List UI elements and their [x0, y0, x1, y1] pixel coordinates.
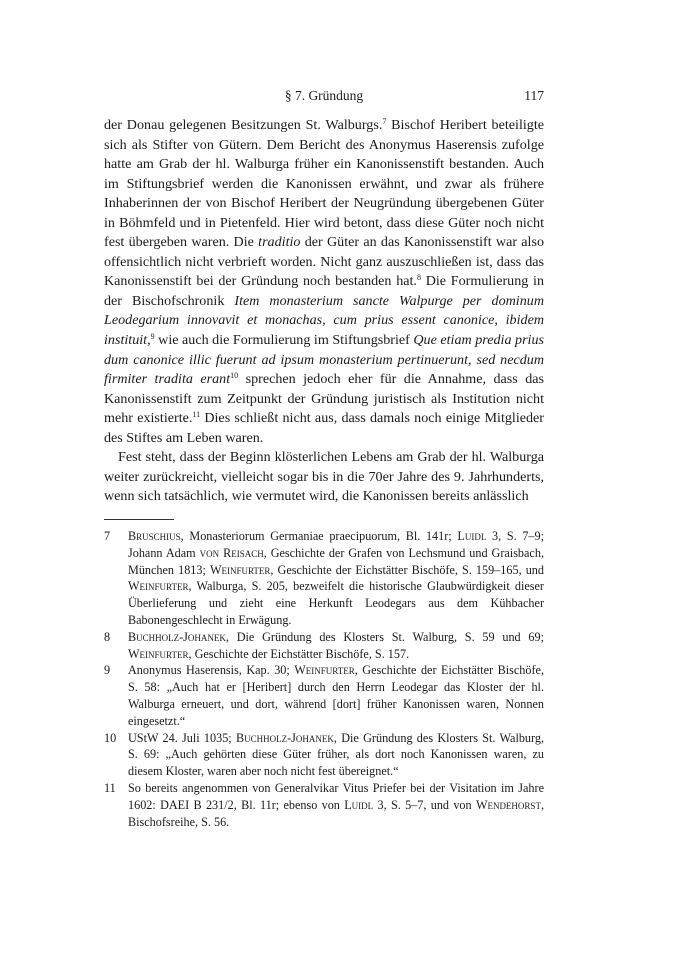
running-head-title: § 7. Gründung [284, 88, 364, 103]
footnote-text [128, 780, 544, 830]
text-run: der Güter an das Kanonissenstift war also offensichtlich nicht verbrieft worden. Nicht ganz auszuschließen ist, dass das Kanonissenstift bei der Gründung noch bestanden hat. [104, 234, 544, 290]
footnote-ref-11: 11 [192, 410, 201, 420]
footnote-text [128, 629, 544, 663]
text-run: , Geschichte der Eichstätter Bischöfe, S. 159–165, und [270, 562, 544, 577]
text-run: , Geschichte der Eichstätter Bischöfe, S. 157. [188, 646, 410, 661]
footnote-number: 11 [104, 780, 116, 795]
footnote-number: 8 [104, 629, 111, 644]
text-run: wie auch die Formulierung im Stiftungsbrief [154, 332, 414, 349]
footnote-7 [104, 528, 544, 629]
footnotes [104, 528, 544, 830]
author-name: Luidl [457, 529, 487, 543]
text-run: , Bischofsreihe, S. 56. [128, 797, 544, 829]
footnote-10 [104, 730, 544, 780]
text-run: sprechen jedoch eher für die Annahme, dass das Kanonissenstift zum Zeitpunkt der Gründung juristisch als Institution nicht mehr existierte. [104, 371, 544, 427]
author-name: Weinfurter [294, 663, 355, 678]
text-run: , Geschichte der Grafen von Lechsmund und Graisbach, München 1813; [128, 545, 544, 577]
latin-quote-chronicle: Item monasterium sancte Walpurge per dominum Leodegarium innovavit et monachas, cum prius essent canonice, ibidem instituit, [104, 292, 544, 349]
text-run: , Monasteriorum Germaniae praecipuorum, Bl. 141r; [180, 529, 458, 543]
text-run: 3, S. 7–9; Johann Adam [128, 529, 544, 560]
author-name: Wendehorst [475, 797, 541, 812]
main-text [104, 116, 544, 507]
footnote-11 [104, 780, 544, 830]
page-number: 117 [524, 88, 544, 103]
footnote-rule [104, 519, 174, 520]
author-name: Weinfurter [128, 579, 189, 594]
text-run: 3, S. 5–7, und von [373, 797, 476, 812]
text-run: Dies schließt nicht aus, dass damals noch einige Mitglieder des Stiftes am Leben waren. [104, 410, 544, 446]
text-run: Bischof Heribert beteiligte sich als Stifter von Gütern. Dem Bericht des Anonymus Haserensis zufolge hatte am Grab der hl. Walburga früher ein Kanonissenstift bestanden. Auch im Stiftungsbrief werden die Kanonissen erwähnt, und zwar als frühere Inhaberinnen der von Bischof Heribert der Neugründung übergebenen Güter in Böhmfeld und in Pietenfeld. Hier wird betont, dass diese Güter noch nicht fest übergeben waren. Die [104, 117, 544, 251]
author-name: Luidl [344, 797, 374, 812]
italic-term: traditio [258, 234, 301, 251]
author-name: Buchholz-Johanek [128, 629, 226, 644]
footnote-number: 9 [104, 663, 111, 678]
footnote-8 [104, 629, 544, 663]
footnote-ref-9: 9 [150, 332, 155, 342]
text-run: So bereits angenommen von Generalvikar Vitus Priefer bei der Visitation im Jahre 1602: DAEI B 231/2, Bl. 11r; ebenso von [128, 780, 544, 812]
text-run: Die Formulierung in der Bischofschronik [104, 273, 544, 309]
footnote-ref-8: 8 [416, 273, 421, 283]
paragraph-1 [104, 116, 544, 448]
latin-quote-charter: Que etiam predia prius dum canonice illic fuerunt ad ipsum monasterium pertinuerunt, sed necdum firmiter tradita erant [104, 332, 544, 388]
paragraph-2: Fest steht, dass der Beginn klösterlichen Lebens am Grab der hl. Walburga weiter zurückreicht, vielleicht sogar bis in die 70er Jahre des 9. Jahrhunderts, wenn sich tatsächlich, wie vermutet wird, die Kanonissen bereits anlässlich [104, 449, 544, 505]
text-run: der Donau gelegenen Besitzungen St. Walburgs. [104, 117, 383, 133]
footnote-ref-10: 10 [230, 371, 239, 381]
text-run: , Die Gründung des Klosters St. Walburg, S. 59 und 69; [225, 629, 544, 644]
text-run: , Die Gründung des Klosters St. Walburg, S. 69: „Auch gehörten diese Güter früher, als dort noch Kanonissen waren, zu diesem Kloster, waren aber noch nicht fest übereignet.“ [128, 730, 544, 779]
author-name: Weinfurter [128, 646, 189, 661]
text-run: , Geschichte der Eichstätter Bischöfe, S. 58: „Auch hat er [Heribert] durch den Herrn Leodegar das Kloster der hl. Walburga erneuert, und dort, während [dort] früher Kanonissen waren, Nonnen eingesetzt.“ [128, 663, 544, 728]
author-name: Bruschius [128, 529, 181, 543]
running-header [104, 88, 544, 106]
footnote-number: 10 [104, 730, 117, 745]
text-run: UStW 24. Juli 1035; [128, 730, 236, 745]
footnote-ref-7: 7 [382, 117, 387, 126]
author-name: von Reisach [199, 545, 264, 560]
footnote-text [128, 528, 544, 629]
author-name: Buchholz-Johanek [235, 730, 334, 745]
text-run: Anonymus Haserensis, Kap. 30; [128, 663, 295, 678]
footnote-text [128, 730, 544, 780]
footnote-text [128, 662, 544, 729]
footnote-number: 7 [104, 529, 111, 543]
text-run: , Walburga, S. 205, bezweifelt die historische Glaubwürdigkeit dieser Überlieferung und zieht eine Herkunft Leodegars aus dem Kühbacher Babonengeschlecht in Erwägung. [128, 579, 544, 627]
footnote-9 [104, 662, 544, 729]
author-name: Weinfurter [209, 562, 271, 577]
